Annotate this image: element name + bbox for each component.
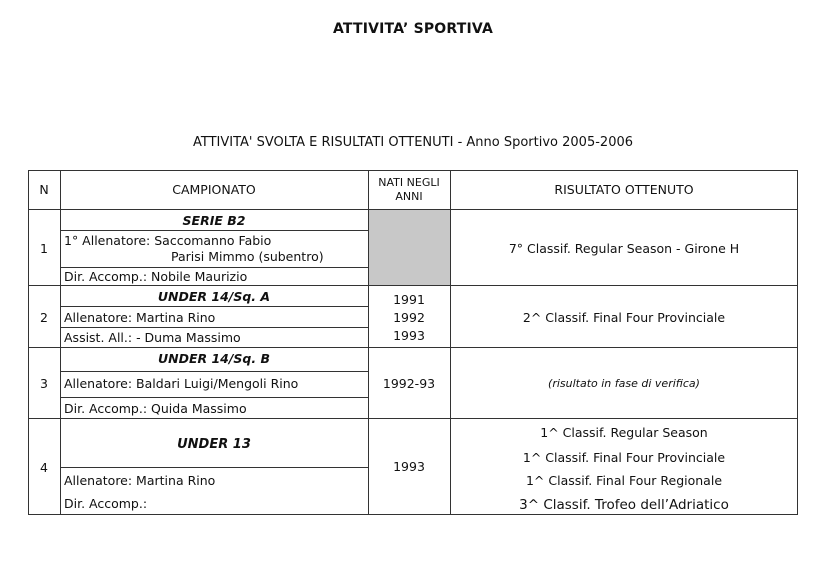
staff-line: Parisi Mimmo (subentro): [171, 249, 324, 264]
row-number: 2: [40, 310, 48, 325]
page-subtitle: ATTIVITA' SVOLTA E RISULTATI OTTENUTI - Anno Sportivo 2005-2006: [192, 135, 634, 150]
page-title: ATTIVITA’ SPORTIVA: [332, 21, 494, 37]
result-text: 3^ Classif. Trofeo dell’Adriatico: [519, 497, 729, 513]
empty-years-cell: [368, 210, 450, 285]
result-text: 1^ Classif. Regular Season: [540, 425, 708, 440]
result-text: 1^ Classif. Final Four Regionale: [525, 473, 723, 488]
category-name: SERIE B2: [182, 213, 246, 228]
staff-line: Allenatore: Martina Rino: [64, 473, 216, 488]
results-table: [28, 170, 798, 515]
row-number: 3: [40, 376, 48, 391]
category-name: UNDER 13: [177, 437, 251, 452]
header-campionato: CAMPIONATO: [172, 182, 256, 197]
result-text: 1^ Classif. Final Four Provinciale: [522, 450, 726, 465]
result-text: (risultato in fase di verifica): [548, 377, 700, 390]
staff-line: 1° Allenatore: Saccomanno Fabio: [64, 233, 272, 248]
header-n: N: [39, 182, 49, 197]
row-number: 4: [40, 460, 48, 475]
birth-year: 1992: [393, 310, 425, 325]
staff-line: Allenatore: Baldari Luigi/Mengoli Rino: [64, 376, 299, 391]
birth-year: 1993: [393, 459, 425, 474]
header-nati-line2: ANNI: [395, 190, 423, 203]
result-text: 2^ Classif. Final Four Provinciale: [522, 310, 726, 325]
birth-year: 1993: [393, 328, 425, 343]
birth-year: 1992-93: [382, 376, 436, 391]
category-name: UNDER 14/Sq. A: [157, 289, 271, 304]
staff-line: Dir. Accomp.:: [64, 496, 148, 511]
header-risultato: RISULTATO OTTENUTO: [554, 182, 694, 197]
staff-line: Assist. All.: - Duma Massimo: [64, 330, 241, 345]
category-name: UNDER 14/Sq. B: [157, 351, 271, 366]
staff-line: Dir. Accomp.: Quida Massimo: [64, 401, 247, 416]
header-nati-line1: NATI NEGLI: [378, 176, 440, 189]
row-number: 1: [40, 241, 48, 256]
staff-line: Dir. Accomp.: Nobile Maurizio: [64, 269, 248, 284]
result-text: 7° Classif. Regular Season - Girone H: [508, 241, 740, 256]
staff-line: Allenatore: Martina Rino: [64, 310, 216, 325]
birth-year: 1991: [393, 292, 425, 307]
